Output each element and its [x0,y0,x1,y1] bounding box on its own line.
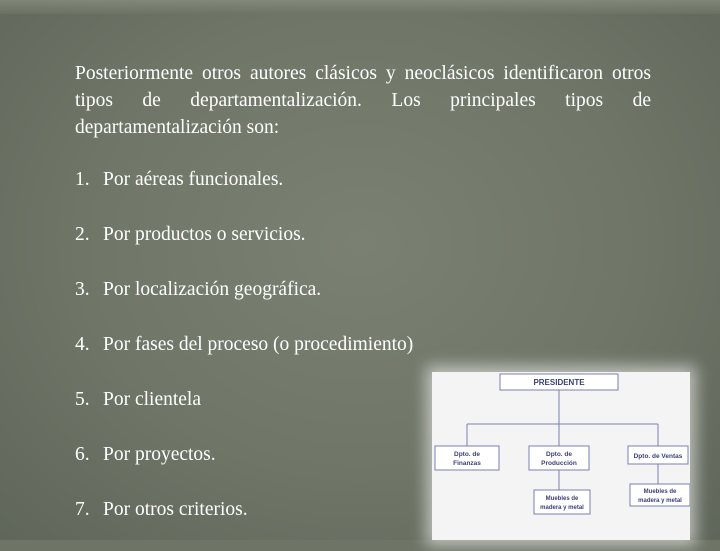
list-item [75,166,413,221]
list-item-text: Por proyectos. [103,444,216,465]
dept-produccion-label-line2: Producción [541,460,577,467]
dept-finanzas-label-line1: Dpto. de [454,451,480,458]
list-item-text: Por clientela [103,389,202,410]
list-item-number: 7. [75,499,90,520]
org-chart-image [432,372,690,540]
sub-produccion-label-line1: Muebles de [545,496,579,502]
list-item-number: 4. [75,334,90,355]
sub-ventas-label-line1: Muebles de [643,489,677,495]
list-item-text: Por otros criterios. [103,499,248,520]
president-label: PRESIDENTE [533,378,585,387]
dept-ventas-label: Dpto. de Ventas [633,453,683,460]
dept-produccion-label-line1: Dpto. de [546,451,572,458]
list-item-text: Por fases del proceso (o procedimiento) [103,334,414,355]
list-item-number: 5. [75,389,90,410]
org-chart [432,372,690,540]
sub-ventas-label-line2: madera y metal [638,498,682,504]
list-item-text: Por localización geográfica. [103,279,322,300]
list-item [75,386,413,441]
list-item [75,331,413,386]
list-item-number: 3. [75,279,90,300]
dept-finanzas-label-line2: Finanzas [453,460,481,467]
top-gradient-bar [0,0,720,14]
list-item-number: 1. [75,169,90,190]
departmentalization-list [75,166,413,551]
list-item-text: Por aéreas funcionales. [103,169,284,190]
list-item-number: 6. [75,444,90,465]
list-item [75,221,413,276]
list-item [75,276,413,331]
list-item [75,496,413,551]
list-item [75,441,413,496]
intro-paragraph: Posteriormente otros autores clásicos y neoclásicos identificaron otros tipos de departamentalización. Los principales tipos de departamentalización son: [75,63,651,138]
list-item-text: Por productos o servicios. [103,224,306,245]
list-item-number: 2. [75,224,90,245]
sub-produccion-label-line2: madera y metal [540,505,584,511]
